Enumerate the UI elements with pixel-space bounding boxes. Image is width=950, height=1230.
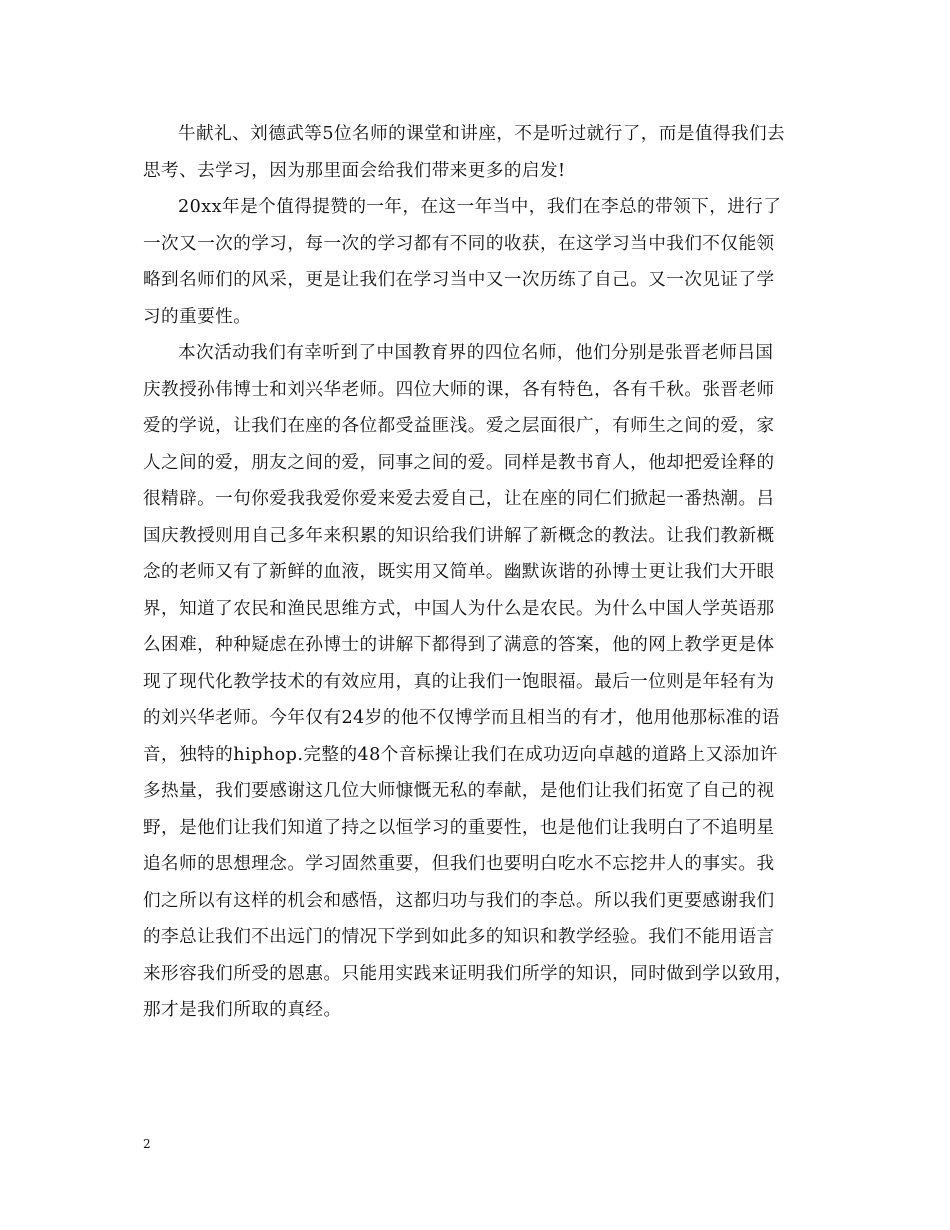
paragraph-3-line-9: 么困难，种种疑虑在孙博士的讲解下都得到了满意的答案，他的网上教学更是体 xyxy=(143,635,775,655)
paragraph-1-line-1: 牛献礼、刘德武等5位名师的课堂和讲座，不是听过就行了，而是值得我们去 xyxy=(178,124,786,144)
paragraph-3-line-1: 本次活动我们有幸听到了中国教育界的四位名师，他们分别是张晋老师吕国 xyxy=(178,343,774,363)
paragraph-3-line-15: 追名师的思想理念。学习固然重要，但我们也要明白吃水不忘挖井人的事实。我 xyxy=(143,854,775,874)
paragraph-1-line-2: 思考、去学习，因为那里面会给我们带来更多的启发! xyxy=(143,160,566,181)
paragraph-2-line-2: 一次又一次的学习，每一次的学习都有不同的收获，在这学习当中我们不仅能领 xyxy=(143,233,775,254)
paragraph-3-line-13: 多热量，我们要感谢这几位大师慷慨无私的奉献，是他们让我们拓宽了自己的视 xyxy=(143,781,775,801)
paragraph-3-line-16: 们之所以有这样的机会和感悟，这都归功与我们的李总。所以我们更要感谢我们 xyxy=(143,890,775,911)
paragraph-3-line-2: 庆教授孙伟博士和刘兴华老师。四位大师的课，各有特色，各有千秋。张晋老师 xyxy=(143,379,775,400)
paragraph-3-line-5: 很精辟。一句你爱我我爱你爱来爱去爱自己，让在座的同仁们掀起一番热潮。吕 xyxy=(143,489,775,509)
paragraph-2-line-4: 习的重要性。 xyxy=(143,306,252,327)
paragraph-3-line-14: 野，是他们让我们知道了持之以恒学习的重要性，也是他们让我明白了不追明星 xyxy=(143,817,775,838)
paragraph-3-line-7: 念的老师又有了新鲜的血液，既实用又简单。幽默诙谐的孙博士更让我们大开眼 xyxy=(143,562,775,582)
paragraph-3-line-17: 的李总让我们不出远门的情况下学到如此多的知识和教学经验。我们不能用语言 xyxy=(143,927,775,947)
paragraph-3-line-8: 界，知道了农民和渔民思维方式，中国人为什么是农民。为什么中国人学英语那 xyxy=(143,598,775,619)
paragraph-3-line-6: 国庆教授则用自己多年来积累的知识给我们讲解了新概念的教法。让我们教新概 xyxy=(143,525,775,546)
paragraph-2-line-3: 略到名师们的风采，更是让我们在学习当中又一次历练了自己。又一次见证了学 xyxy=(143,270,775,290)
paragraph-3-line-11: 的刘兴华老师。今年仅有24岁的他不仅博学而且相当的有才，他用他那标准的语 xyxy=(143,708,780,728)
page-number: 2 xyxy=(143,1137,151,1151)
paragraph-3-line-18: 来形容我们所受的恩惠。只能用实践来证明我们所学的知识，同时做到学以致用， xyxy=(143,963,793,984)
paragraph-3-line-3: 爱的学说，让我们在座的各位都受益匪浅。爱之层面很广，有师生之间的爱，家 xyxy=(143,416,775,436)
document-body xyxy=(143,116,813,1029)
paragraph-3-line-12: 音，独特的hiphop.完整的48个音标操让我们在成功迈向卓越的道路上又添加许 xyxy=(143,744,778,765)
paragraph-3-line-10: 现了现代化教学技术的有效应用，真的让我们一饱眼福。最后一位则是年轻有为 xyxy=(143,671,775,692)
paragraph-2-line-1: 20xx年是个值得提赞的一年，在这一年当中，我们在李总的带领下，进行了 xyxy=(178,197,782,217)
paragraph-3-line-4: 人之间的爱，朋友之间的爱，同事之间的爱。同样是教书育人，他却把爱诠释的 xyxy=(143,452,775,473)
paragraph-3-line-19: 那才是我们所取的真经。 xyxy=(143,1000,342,1020)
